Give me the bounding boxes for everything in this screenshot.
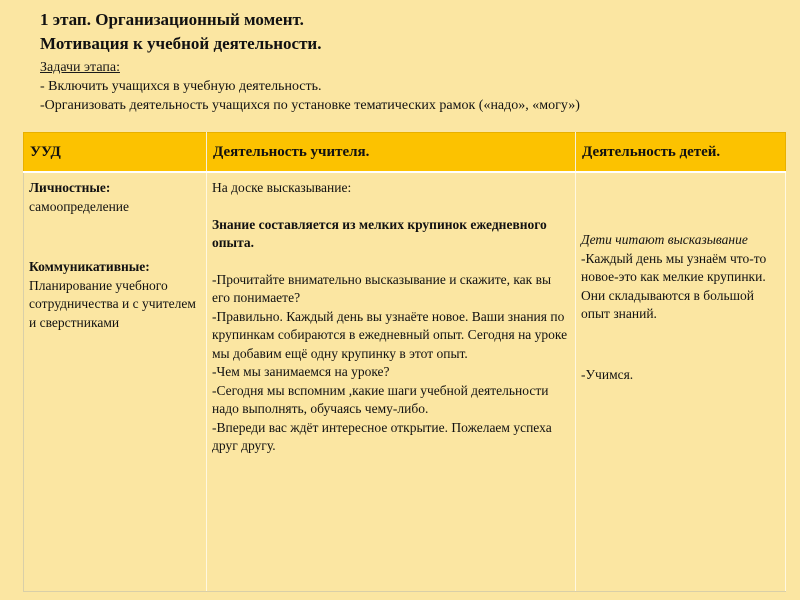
table-row	[24, 172, 786, 592]
header-teacher: Деятельность учителя.	[207, 133, 576, 173]
stage-header	[40, 8, 780, 115]
teacher-p2: -Правильно. Каждый день вы узнаёте новое. Ваши знания по крупинкам собираются в ежедневный опыт. Сегодня на уроке мы добавим ещё одну крупинку в этот опыт.	[212, 308, 568, 361]
teacher-p5: -Впереди вас ждёт интересное открытие. Пожелаем успеха друг другу.	[212, 419, 552, 453]
header-uud: УУД	[24, 133, 207, 173]
children-answer1: -Каждый день мы узнаём что-то новое-это как мелкие крупинки. Они складываются в большой опыт знаний.	[581, 250, 767, 321]
lesson-table	[23, 132, 786, 592]
teacher-p1: -Прочитайте внимательно высказывание и скажите, как вы его понимаете?	[212, 271, 552, 305]
task-2: -Организовать деятельность учащихся по установке тематических рамок («надо», «могу»)	[40, 98, 580, 113]
task-1: - Включить учащихся в учебную деятельность.	[40, 79, 322, 94]
teacher-line0: На доске высказывание:	[212, 180, 352, 195]
cell-teacher	[207, 172, 576, 592]
table-header-row	[24, 133, 786, 173]
teacher-p4: -Сегодня мы вспомним ,какие шаги учебной деятельности надо выполнять, обучаясь чему-либо.	[212, 382, 549, 416]
uud-comm-title: Коммуникативные:	[29, 259, 150, 274]
tasks-label: Задачи этапа:	[40, 60, 120, 75]
teacher-p3: -Чем мы занимаемся на уроке?	[212, 364, 390, 379]
stage-title-line2: Мотивация к учебной деятельности.	[40, 34, 322, 53]
uud-personal-title: Личностные:	[29, 180, 111, 195]
cell-children	[576, 172, 786, 592]
header-children: Деятельность детей.	[576, 133, 786, 173]
children-intro: Дети читают высказывание	[581, 232, 748, 247]
children-answer2: -Учимся.	[581, 366, 634, 382]
stage-title-line1: 1 этап. Организационный момент.	[40, 10, 304, 29]
uud-comm-value: Планирование учебного сотрудничества и с учителем и сверстниками	[29, 277, 196, 330]
teacher-quote: Знание составляется из мелких крупинок ежедневного опыта.	[212, 216, 547, 250]
cell-uud	[24, 172, 207, 592]
uud-personal-value: самоопределение	[29, 198, 130, 214]
